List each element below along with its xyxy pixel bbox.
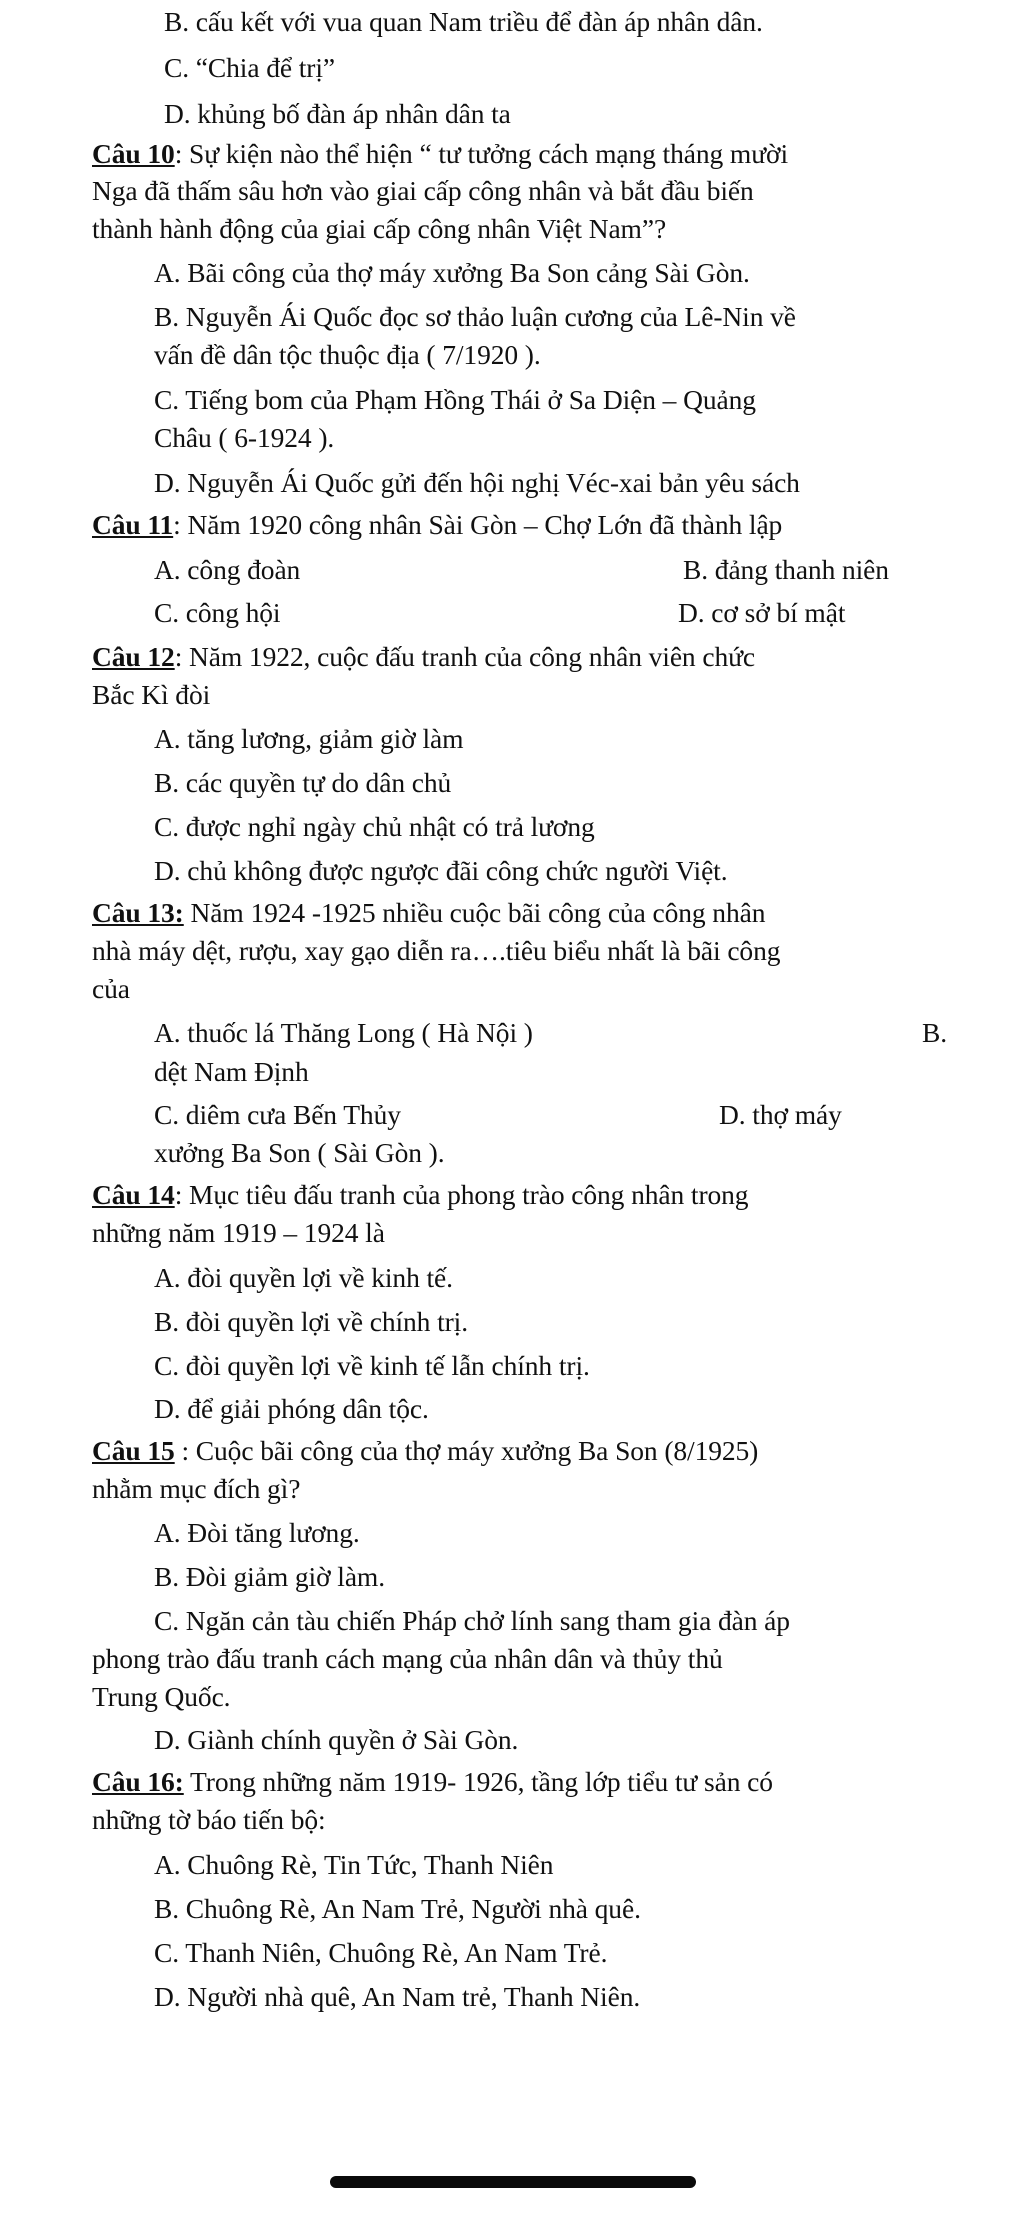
- q16-option-a: A. Chuông Rè, Tin Tức, Thanh Niên: [154, 1849, 554, 1880]
- q10-stem-line: Nga đã thấm sâu hơn vào giai cấp công nhân và bắt đầu biến: [92, 175, 754, 206]
- q15-option-c: phong trào đấu tranh cách mạng của nhân dân và thủy thủ: [92, 1643, 723, 1674]
- question-label: Câu 11: [92, 509, 174, 540]
- q12-option-c: C. được nghỉ ngày chủ nhật có trả lương: [154, 811, 595, 842]
- question-label: Câu 12: [92, 641, 175, 672]
- q10-option-a: A. Bãi công của thợ máy xưởng Ba Son cảng Sài Gòn.: [154, 257, 750, 288]
- q14-option-c: C. đòi quyền lợi về kinh tế lẫn chính trị.: [154, 1350, 590, 1381]
- question-label: Câu 10: [92, 138, 175, 169]
- q13-stem-line: [92, 896, 765, 930]
- q9-option-d: D. khủng bố đàn áp nhân dân ta: [164, 98, 511, 129]
- q12-option-d: D. chủ không được ngược đãi công chức người Việt.: [154, 855, 728, 886]
- q14-stem-line: những năm 1919 – 1924 là: [92, 1217, 385, 1248]
- q11-option-c: C. công hội: [154, 597, 281, 628]
- q13-option-c: C. diêm cưa Bến Thủy: [154, 1099, 401, 1130]
- q16-option-c: C. Thanh Niên, Chuông Rè, An Nam Trẻ.: [154, 1937, 608, 1968]
- q11-option-a: A. công đoàn: [154, 554, 301, 585]
- q13-option-b: dệt Nam Định: [154, 1056, 309, 1087]
- question-text: : Cuộc bãi công của thợ máy xưởng Ba Son (8/1925): [174, 1435, 759, 1466]
- question-text: Trong những năm 1919- 1926, tầng lớp tiểu tư sản có: [183, 1766, 773, 1797]
- q16-stem-line: những tờ báo tiến bộ:: [92, 1804, 326, 1835]
- q10-option-c: Châu ( 6-1924 ).: [154, 422, 335, 453]
- q15-option-a: A. Đòi tăng lương.: [154, 1517, 360, 1548]
- q16-option-b: B. Chuông Rè, An Nam Trẻ, Người nhà quê.: [154, 1893, 641, 1924]
- q15-option-c: Trung Quốc.: [92, 1681, 231, 1712]
- q15-stem-line: [92, 1434, 758, 1468]
- q13-option-d: D. thợ máy: [719, 1099, 842, 1130]
- q16-option-d: D. Người nhà quê, An Nam trẻ, Thanh Niên.: [154, 1981, 641, 2012]
- q11-option-b: B. đảng thanh niên: [683, 554, 889, 585]
- q10-option-d: D. Nguyễn Ái Quốc gửi đến hội nghị Véc-xai bản yêu sách: [154, 467, 800, 498]
- question-label: Câu 14: [92, 1179, 175, 1210]
- q15-option-b: B. Đòi giảm giờ làm.: [154, 1561, 385, 1592]
- q13-stem-line: nhà máy dệt, rượu, xay gạo diễn ra….tiêu biểu nhất là bãi công: [92, 935, 781, 966]
- q10-option-c: C. Tiếng bom của Phạm Hồng Thái ở Sa Diện – Quảng: [154, 384, 756, 415]
- q12-option-b: B. các quyền tự do dân chủ: [154, 767, 452, 798]
- q16-stem-line: [92, 1765, 773, 1799]
- question-label: Câu 15: [92, 1435, 175, 1466]
- q13-option-b: B.: [922, 1017, 948, 1048]
- question-text: : Mục tiêu đấu tranh của phong trào công nhân trong: [174, 1179, 749, 1210]
- q12-stem-line: [92, 640, 755, 674]
- q12-option-a: A. tăng lương, giảm giờ làm: [154, 723, 464, 754]
- q13-stem-line: của: [92, 973, 130, 1004]
- question-text: : Năm 1920 công nhân Sài Gòn – Chợ Lớn đã thành lập: [173, 509, 783, 540]
- q11-stem-line: [92, 508, 782, 542]
- q13-option-a: A. thuốc lá Thăng Long ( Hà Nội ): [154, 1017, 533, 1048]
- q11-option-d: D. cơ sở bí mật: [678, 597, 846, 628]
- q12-stem-line: Bắc Kì đòi: [92, 679, 211, 710]
- q14-stem-line: [92, 1178, 748, 1212]
- q9-option-b: B. cấu kết với vua quan Nam triều để đàn áp nhân dân.: [164, 6, 763, 37]
- question-text: Năm 1924 -1925 nhiều cuộc bãi công của công nhân: [183, 897, 766, 928]
- question-label: Câu 13:: [92, 897, 184, 928]
- q15-stem-line: nhằm mục đích gì?: [92, 1473, 301, 1504]
- q10-option-b: B. Nguyễn Ái Quốc đọc sơ thảo luận cương của Lê-Nin về: [154, 301, 796, 332]
- q13-option-d: xưởng Ba Son ( Sài Gòn ).: [154, 1137, 445, 1168]
- question-text: : Sự kiện nào thể hiện “ tư tưởng cách mạng tháng mười: [174, 138, 788, 169]
- q14-option-a: A. đòi quyền lợi về kinh tế.: [154, 1262, 453, 1293]
- q10-stem-line: thành hành động của giai cấp công nhân Việt Nam”?: [92, 213, 667, 244]
- q10-stem-line: [92, 137, 788, 171]
- q15-option-c: C. Ngăn cản tàu chiến Pháp chở lính sang tham gia đàn áp: [154, 1605, 790, 1636]
- q15-option-d: D. Giành chính quyền ở Sài Gòn.: [154, 1724, 519, 1755]
- q14-option-d: D. để giải phóng dân tộc.: [154, 1393, 429, 1424]
- q9-option-c: C. “Chia để trị”: [164, 52, 335, 83]
- q14-option-b: B. đòi quyền lợi về chính trị.: [154, 1306, 469, 1337]
- question-label: Câu 16:: [92, 1766, 184, 1797]
- question-text: : Năm 1922, cuộc đấu tranh của công nhân viên chức: [174, 641, 756, 672]
- q10-option-b: vấn đề dân tộc thuộc địa ( 7/1920 ).: [154, 339, 541, 370]
- home-indicator[interactable]: [330, 2176, 696, 2188]
